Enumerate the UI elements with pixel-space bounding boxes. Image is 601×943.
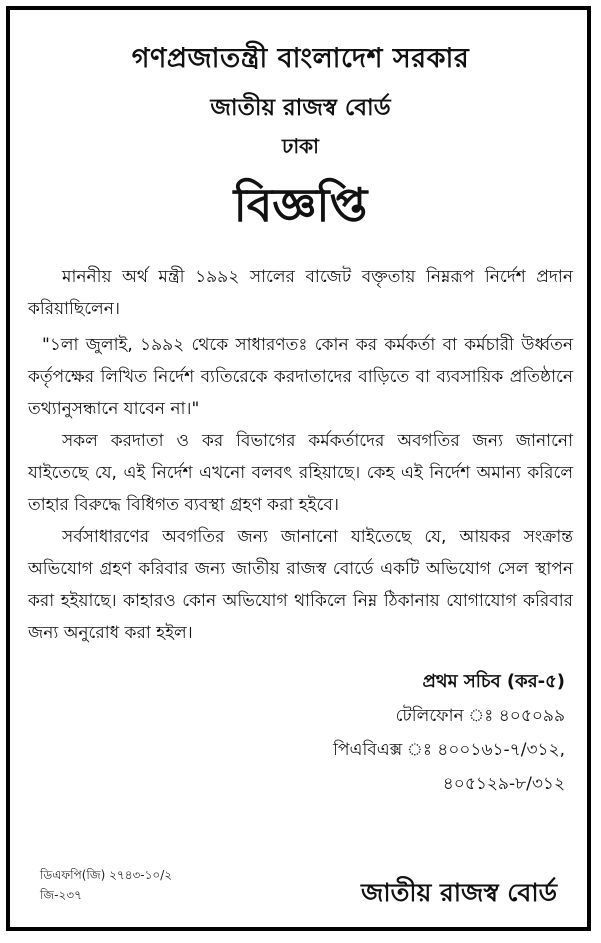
notice-title: বিজ্ঞপ্তি	[233, 178, 368, 232]
footer	[40, 865, 557, 915]
pabx-line-2: ৪০৫১২৯-৮/৩১২	[442, 774, 565, 794]
paragraph-quote: "১লা জুলাই, ১৯৯২ থেকে সাধারণতঃ কোন কর কর্মকর্তা বা কর্মচারী উর্ধ্বতন কর্তৃপক্ষের লিখিত নির্দেশ ব্যতিরেকে করদাতাদের বাড়িতে বা ব্যবসায়িক প্রতিষ্ঠানে তথ্যানুসন্ধানে যাবেন না।"	[28, 335, 573, 419]
ad-code	[40, 865, 172, 905]
paragraph-complaint-cell: সর্বসাধারণের অবগতির জন্য জানানো যাইতেছে যে, আয়কর সংক্রান্ত অভিযোগ গ্রহণ করিবার জন্য জাতীয় রাজস্ব বোর্ডে একটি অভিযোগ সেল স্থাপন করা হইয়াছে। কাহারও কোন অভিযোগ থাকিলে নিম্ন ঠিকানায় যোগাযোগ করিবার জন্য অনুরোধ করা হইল।	[28, 527, 573, 643]
government-heading: গণপ্রজাতন্ত্রী বাংলাদেশ সরকার	[131, 43, 470, 74]
notice-border	[6, 6, 591, 931]
paragraph-budget-speech: মাননীয় অর্থ মন্ত্রী ১৯৯২ সালের বাজেট বক্তৃতায় নিম্নরূপ নির্দেশ প্রদান করিয়াছিলেন।	[28, 267, 573, 319]
city-heading: ঢাকা	[282, 134, 319, 158]
paragraph-directive: সকল করদাতা ও কর বিভাগের কর্মকর্তাদের অবগতির জন্য জানানো যাইতেছে যে, এই নির্দেশ এখনো বলবৎ রহিয়াছে। কেহ এই নির্দেশ অমান্য করিলে তাহার বিরুদ্ধে বিধিগত ব্যবস্থা গ্রহণ করা হইবে।	[28, 431, 573, 515]
ad-code-line-1: ডিএফপি(জি) ২৭৪৩-১০/২	[40, 868, 173, 882]
ad-code-line-2: জি-২৩৭	[40, 888, 82, 902]
telephone-line: টেলিফোন ঃ ৪০৫০৯৯	[395, 706, 565, 726]
pabx-line: পিএবিএক্স ঃ ৪০০১৬১-৭/৩১২,	[333, 740, 565, 760]
signatory-title: প্রথম সচিব (কর-৫)	[422, 671, 565, 692]
board-heading: জাতীয় রাজস্ব বোর্ড	[210, 95, 391, 121]
issuer-sign: জাতীয় রাজস্ব বোর্ড	[361, 878, 557, 907]
notice-content	[28, 20, 573, 801]
